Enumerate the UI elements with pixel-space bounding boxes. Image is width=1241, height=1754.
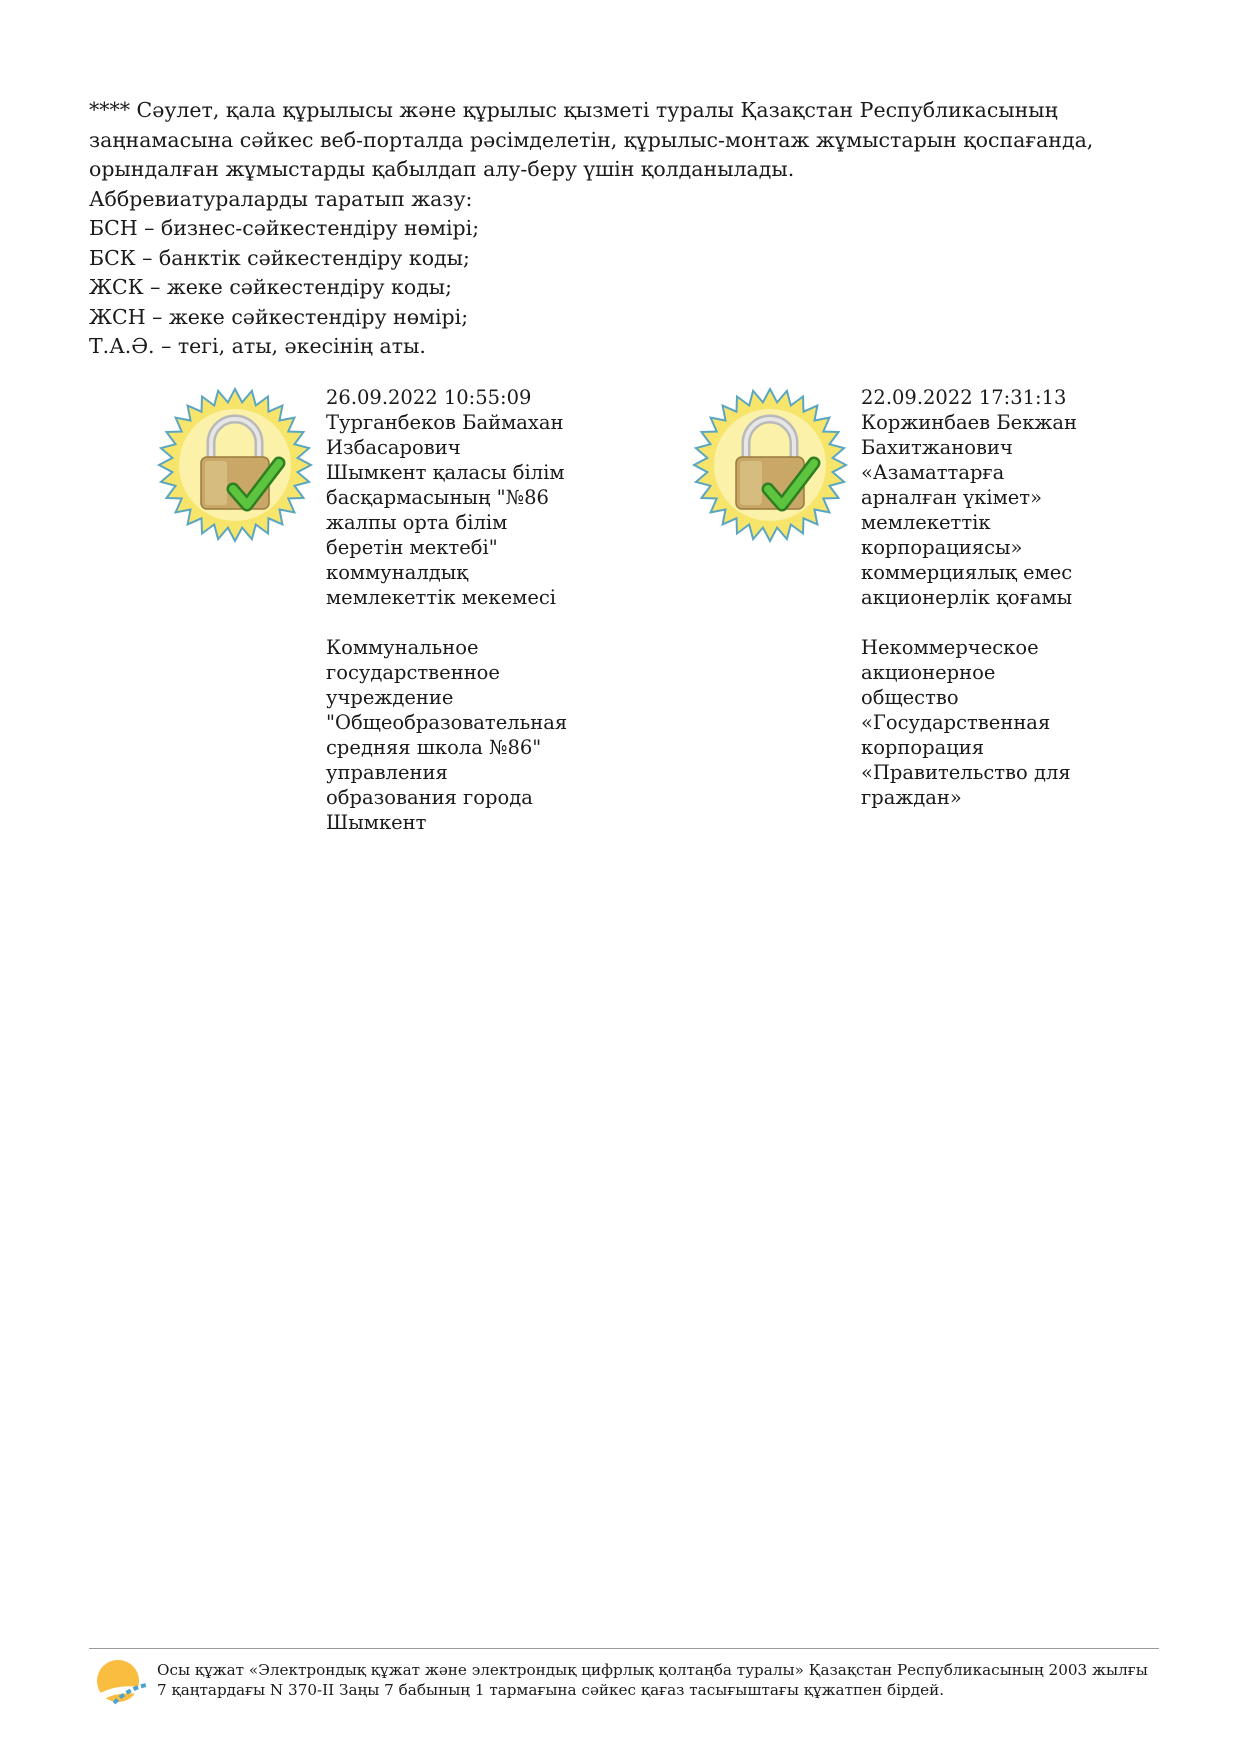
signer-org-kazakh: «Азаматтарға арналған үкімет» мемлекеттік корпорациясы» коммерциялық емес акционерлік қоғамы (861, 461, 1073, 609)
abbreviations-heading: Аббревиатураларды таратып жазу: (89, 186, 473, 211)
signature-datetime: 22.09.2022 17:31:13 (861, 386, 1067, 409)
signer-name: Коржинбаев Бекжан Бахитжанович (861, 411, 1077, 459)
signature-datetime: 26.09.2022 10:55:09 (326, 386, 532, 409)
signer-name: Турганбеков Баймахан Избасарович (326, 411, 564, 459)
abbr-zhsk: ЖСК – жеке сәйкестендіру коды; (89, 275, 453, 299)
signer-org-kazakh: Шымкент қаласы білім басқармасының "№86 жалпы орта білім беретін мектебі" коммуналдық мемлекеттік мекемесі (326, 461, 565, 609)
footer-divider (89, 1648, 1159, 1649)
abbr-zhsn: ЖСН – жеке сәйкестендіру нөмірі; (89, 304, 469, 329)
signature-text-1 (326, 385, 586, 835)
signature-text-2 (861, 385, 1121, 810)
signature-seal-icon (690, 385, 850, 545)
abbr-bsn: БСН – бизнес-сәйкестендіру нөмірі; (89, 216, 480, 240)
signature-seal-icon (155, 385, 315, 545)
abbr-tae: Т.А.Ә. – тегі, аты, әкесінің аты. (89, 334, 426, 358)
abbr-bsk: БСК – банктік сәйкестендіру коды; (89, 245, 470, 270)
egov-logo-icon (94, 1656, 150, 1706)
footer-legal-text: Осы құжат «Электрондық құжат және электрондық цифрлық қолтаңба туралы» Қазақстан Республикасының 2003 жылғы 7 қаңтардағы N 370-II Заңы 7 бабының 1 тармағына сәйкес қағаз тасығыштағы құжатпен бірдей. (157, 1661, 1148, 1699)
signer-org-russian: Некоммерческое акционерное общество «Государственная корпорация «Правительство для граждан» (861, 636, 1071, 809)
signer-org-russian: Коммунальное государственное учреждение "Общеобразовательная средняя школа №86" управления образования города Шымкент (326, 636, 568, 834)
notes-block (89, 96, 1149, 362)
note-construction: **** Сәулет, қала құрылысы және құрылыс қызметі туралы Қазақстан Республикасының заңнамасына сәйкес веб-порталда рәсімделетін, құрылыс-монтаж жұмыстарын қоспағанда, орындалған жұмыстарды қабылдап алу-беру үшін қолданылады. (89, 98, 1094, 181)
